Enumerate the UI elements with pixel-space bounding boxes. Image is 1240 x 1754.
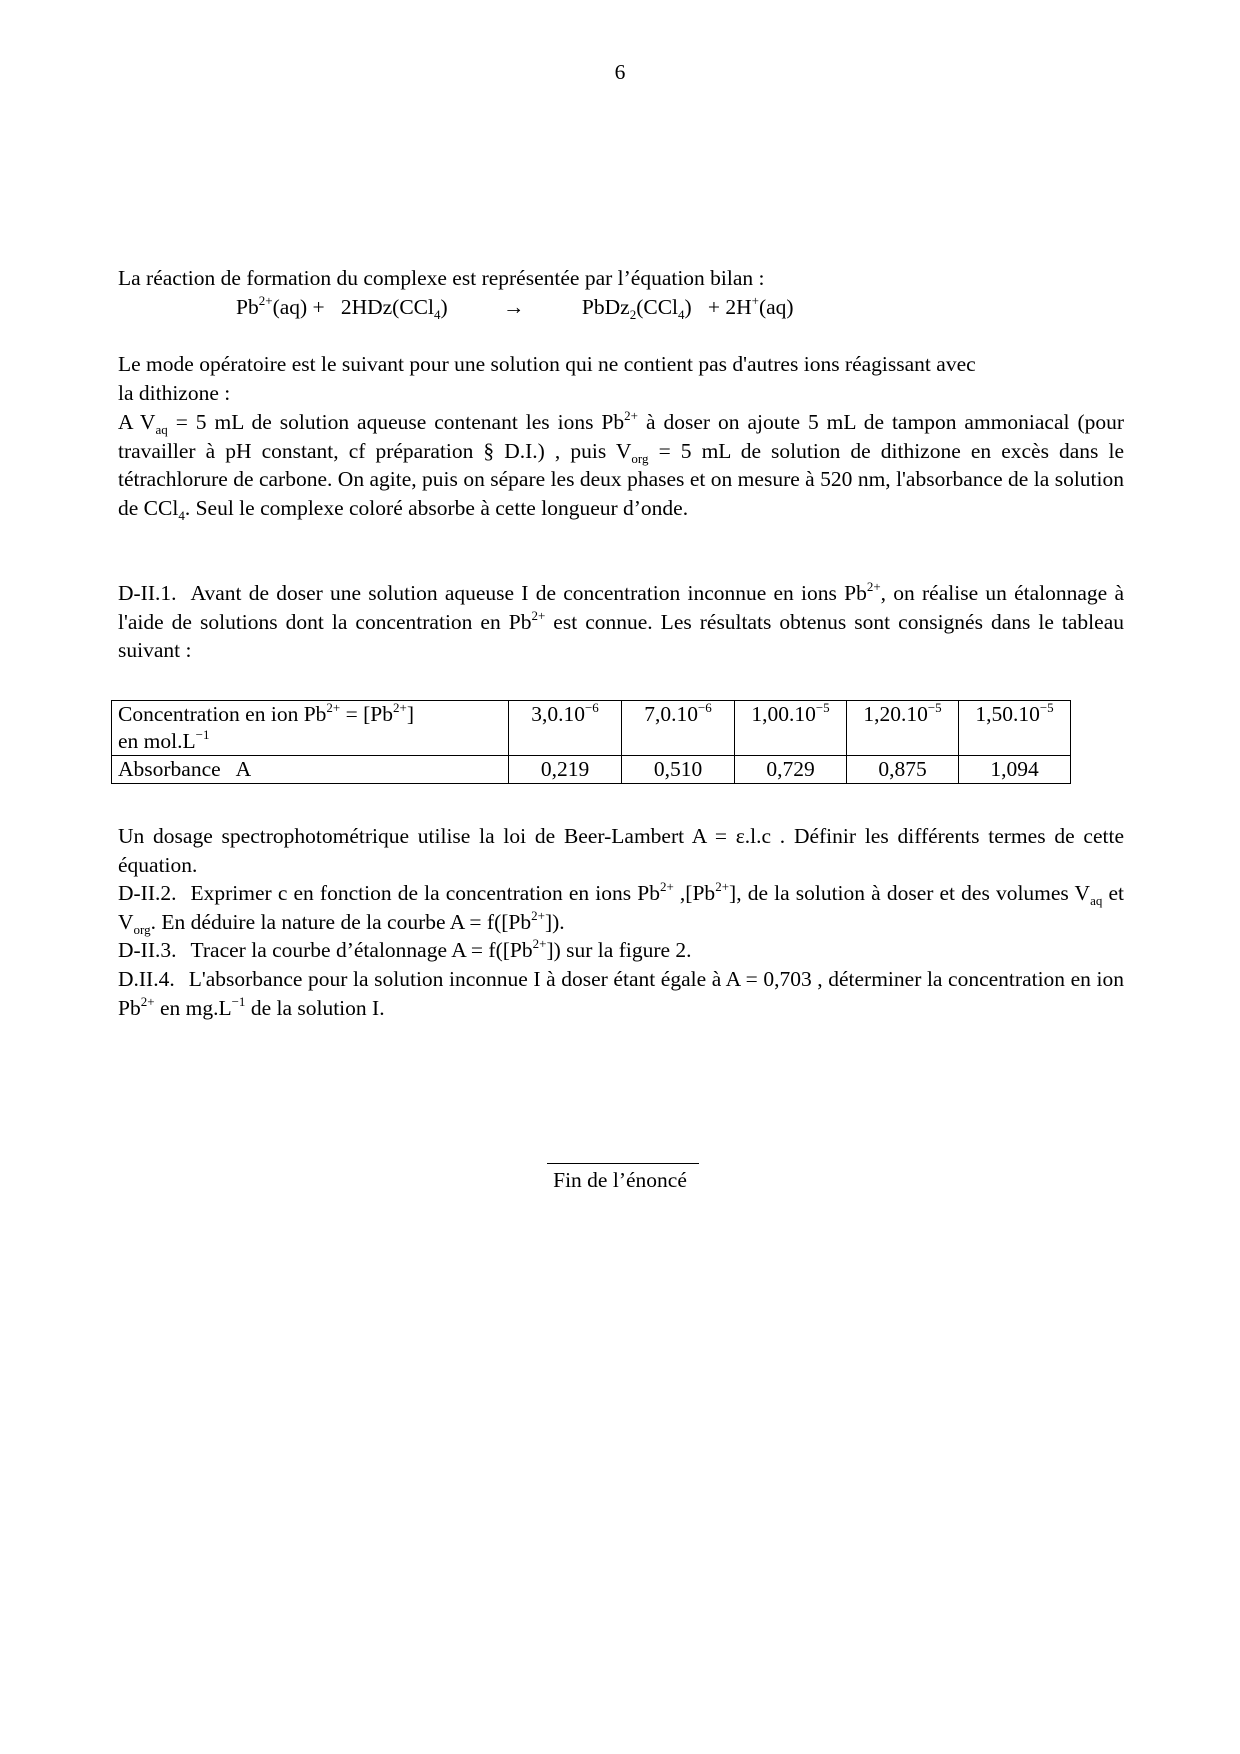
- concentration-cell: $3,0.10^{-6}$: [509, 701, 622, 756]
- question-label: D.II.4.: [118, 967, 175, 991]
- concentration-cell: $1,20.10^{-5}$: [847, 701, 959, 756]
- end-of-statement: Fin de l’énoncé: [553, 1168, 687, 1192]
- absorbance-header: Absorbance A: [112, 756, 509, 784]
- absorbance-cell: 0,510: [622, 756, 735, 784]
- concentration-cell: $7,0.10^{-6}$: [622, 701, 735, 756]
- question-d-ii-1: D-II.1. Avant de doser une solution aqueuse I de concentration inconnue en ions $Pb^{2+}$, on réalise un étalonnage à l'aide de solutions dont la concentration en $Pb^{2+}$ est connue. Les résultats obtenus sont consignés dans le tableau suivant :: [118, 579, 1124, 662]
- concentration-cell: $1,00.10^{-5}$: [735, 701, 847, 756]
- reaction-equation: $Pb^{2+}(aq)$ + 2HDz(CCl$_4$) → PbDz$_2$(CCl$_4$) + 2H+(aq): [236, 293, 794, 322]
- end-rule: [547, 1163, 699, 1164]
- mode-operatoire-text: A $V_{aq} = 5$ mL de solution aqueuse contenant les ions $Pb^{2+}$ à doser on ajoute 5 mL de tampon ammoniacal (pour travailler à pH constant, cf préparation § D.I.) , puis $V_{org} = 5$ mL de solution de dithizone en excès dans le tétrachlorure de carbone. On agite, puis on sépare les deux phases et on mesure à 520 nm, l'absorbance de la solution de CCl$_4$. Seul le complexe coloré absorbe à cette longueur d’onde.: [118, 408, 1125, 523]
- mode-operatoire-intro-2: la dithizone :: [118, 381, 231, 405]
- beer-lambert-text: Un dosage spectrophotométrique utilise la loi de Beer-Lambert A = ε.l.c . Définir les différents termes de cette équation.: [118, 824, 1124, 877]
- mode-operatoire-intro-1: Le mode opératoire est le suivant pour une solution qui ne contient pas d'autres ions réagissant avec: [118, 352, 976, 376]
- concentration-cell: $1,50.10^{-5}$: [959, 701, 1071, 756]
- table-row-concentration: [112, 701, 1071, 756]
- question-d-ii-2: D-II.2. Exprimer c en fonction de la concentration en ions $Pb^{2+}$ $,[Pb^{2+}]$, de la solution à doser et des volumes $V_{aq}$ et $V_{org}$. En déduire la nature de la courbe $A = f([Pb^{2+}])$.: [118, 879, 1124, 937]
- calibration-table: [111, 700, 1071, 784]
- question-label: D-II.2.: [118, 881, 177, 905]
- table-row-absorbance: [112, 756, 1071, 784]
- reaction-arrow: →: [503, 295, 525, 319]
- question-d-ii-4: D.II.4. L'absorbance pour la solution inconnue I à doser étant égale à A = 0,703 , déterminer la concentration en ion $Pb^{2+}$ en $mg.L^{-1}$ de la solution I.: [118, 967, 1124, 1020]
- question-label: D-II.1.: [118, 581, 177, 605]
- concentration-header: Concentration en ion $Pb^{2+} = [Pb^{2+}]$ en $mol.L^{-1}$: [112, 701, 509, 756]
- question-label: D-II.3.: [118, 938, 177, 962]
- question-d-ii-3: D-II.3. Tracer la courbe d’étalonnage $A = f([Pb^{2+}])$ sur la figure 2.: [118, 936, 692, 962]
- absorbance-cell: 0,875: [847, 756, 959, 784]
- absorbance-cell: 0,729: [735, 756, 847, 784]
- intro-text: La réaction de formation du complexe est représentée par l’équation bilan :: [118, 266, 765, 290]
- absorbance-cell: 1,094: [959, 756, 1071, 784]
- page-number: 6: [614, 60, 626, 84]
- absorbance-cell: 0,219: [509, 756, 622, 784]
